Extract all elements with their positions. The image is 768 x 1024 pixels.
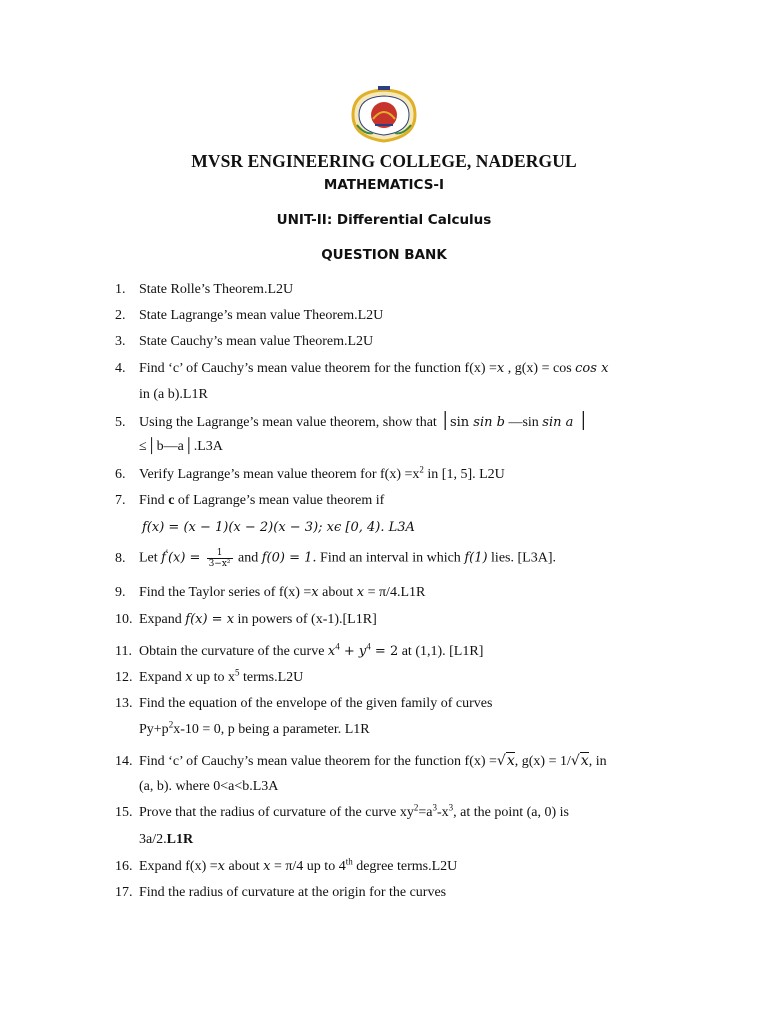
question-text: Find the Taylor series of f(x) = — [139, 585, 312, 600]
college-crest-icon — [345, 85, 423, 145]
question-text: Find ‘c’ of Cauchy’s mean value theorem for the function f(x) = — [139, 754, 497, 769]
question-text: , g(x) = cos — [504, 361, 576, 376]
question-item — [115, 359, 675, 379]
math-expr: x — [327, 644, 336, 659]
question-item — [115, 610, 675, 630]
question-text: =a — [418, 805, 433, 820]
sqrt-sign: √ — [496, 753, 506, 769]
math-expr: f — [161, 550, 166, 566]
question-text: , at the point (a, 0) is — [453, 805, 570, 820]
question-item — [115, 857, 675, 877]
abs-bar: │ — [573, 411, 589, 430]
math-expr: = 2 — [370, 644, 399, 659]
superscript: 3 — [448, 802, 454, 813]
question-item — [115, 491, 675, 511]
question-text: -x — [436, 805, 449, 820]
radicand: x — [506, 753, 515, 769]
question-text: Using the Lagrange’s mean value theorem, show that — [139, 415, 441, 430]
question-text: Expand f(x) = — [139, 859, 218, 874]
question-item — [115, 694, 675, 714]
superscript: 4 — [366, 641, 371, 652]
question-number: 5. — [115, 415, 126, 430]
question-text: in [1, 5]. L2U — [423, 467, 505, 482]
question-number: 15. — [115, 805, 133, 820]
math-expr: f(x) = x — [185, 612, 235, 627]
question-item — [115, 548, 675, 569]
fraction-denominator: 3−x² — [208, 559, 231, 569]
fraction — [207, 548, 233, 569]
question-item — [115, 411, 675, 433]
math-expr: x — [496, 361, 505, 376]
question-text: terms.L2U — [239, 670, 304, 685]
math-expr: x — [263, 859, 271, 874]
subject-title: MATHEMATICS-I — [323, 177, 445, 193]
question-text: in powers of (x-1).[L1R] — [234, 612, 377, 627]
question-text: , in — [588, 754, 607, 769]
question-continuation: ≤│b—a│.L3A — [139, 439, 223, 454]
question-continuation: in (a b).L1R — [139, 387, 208, 402]
question-text-bold: c — [168, 493, 175, 508]
college-name: MVSR ENGINEERING COLLEGE, NADERGUL — [191, 151, 577, 171]
question-text: x-10 = 0, p being a parameter. L1R — [173, 722, 370, 737]
question-text: up to x — [192, 670, 235, 685]
question-text: Prove that the radius of curvature of the curve xy — [139, 805, 414, 820]
superscript: 5 — [235, 667, 240, 678]
question-text-bold: L1R — [166, 832, 194, 847]
math-expr: cos x — [575, 361, 609, 376]
math-expr: x — [185, 670, 193, 685]
question-item — [115, 642, 675, 662]
question-text: Py+p — [139, 722, 169, 737]
math-expr: x — [217, 859, 225, 874]
fraction-numerator: 1 — [207, 548, 233, 559]
unit-title: UNIT-II: Differential Calculus — [276, 212, 492, 228]
question-item — [115, 668, 675, 688]
math-expr: x — [311, 585, 319, 600]
math-expr: + y — [339, 644, 367, 659]
math-expr: (x) = — [167, 550, 205, 566]
question-number: 9. — [115, 585, 126, 600]
question-text: —sin — [504, 415, 543, 430]
question-item — [115, 465, 675, 485]
question-text: = π/4 up to 4 — [270, 859, 346, 874]
superscript: 3 — [432, 802, 437, 813]
radicand: x — [580, 753, 589, 769]
question-item — [115, 583, 675, 603]
question-number: 16. — [115, 859, 133, 874]
sqrt-sign: √ — [570, 753, 580, 769]
question-text: about — [318, 585, 357, 600]
question-text: State Cauchy’s mean value Theorem.L2U — [139, 334, 374, 349]
question-text: Find the equation of the envelope of the given family of curves — [139, 696, 493, 711]
question-text: Obtain the curvature of the curve — [139, 644, 328, 659]
question-number: 7. — [115, 493, 126, 508]
question-bank-title: QUESTION BANK — [321, 247, 447, 263]
question-text: Let — [139, 550, 162, 566]
question-text: at (1,1). [L1R] — [398, 644, 484, 659]
question-text: Find ‘c’ of Cauchy’s mean value theorem for the function f(x) = — [139, 361, 497, 376]
question-text: = π/4.L1R — [364, 585, 426, 600]
math-expr: sin b — [473, 415, 505, 430]
question-number: 2. — [115, 308, 126, 323]
question-number: 10. — [115, 612, 133, 627]
superscript: 2 — [168, 719, 174, 730]
superscript: th — [345, 856, 353, 867]
question-item — [115, 751, 675, 772]
math-expr: f(1) — [464, 550, 488, 566]
question-item — [115, 803, 675, 823]
question-continuation — [139, 830, 193, 850]
question-item — [115, 883, 675, 903]
question-text: lies. [L3A]. — [487, 550, 556, 566]
question-number: 12. — [115, 670, 133, 685]
question-text: of Lagrange’s mean value theorem if — [174, 493, 385, 508]
question-text: Find an interval in which — [316, 550, 465, 566]
question-continuation — [139, 720, 370, 740]
question-number: 13. — [115, 696, 133, 711]
question-number: 17. — [115, 885, 133, 900]
question-text: Find — [139, 493, 169, 508]
question-text: Find the radius of curvature at the origin for the curves — [139, 885, 447, 900]
sqrt-expr — [497, 752, 515, 769]
question-text: about — [225, 859, 264, 874]
question-text: , g(x) = 1/ — [514, 754, 571, 769]
superscript: 2 — [413, 802, 419, 813]
question-text: Verify Lagrange’s mean value theorem for f(x) =x — [139, 467, 420, 482]
question-item — [115, 332, 675, 352]
question-continuation: (a, b). where 0<a<b.L3A — [139, 779, 279, 794]
question-number: 3. — [115, 334, 126, 349]
question-text: 3a/2. — [139, 832, 167, 847]
superscript: ′ — [165, 548, 168, 559]
question-number: 14. — [115, 754, 133, 769]
question-number: 1. — [115, 282, 126, 297]
question-number: 6. — [115, 467, 126, 482]
question-text: Expand — [139, 612, 186, 627]
question-number: 8. — [115, 550, 126, 566]
question-text: State Rolle’s Theorem.L2U — [139, 282, 294, 297]
math-expr: x — [356, 585, 365, 600]
question-text: State Lagrange’s mean value Theorem.L2U — [139, 308, 384, 323]
math-expr: sin a — [542, 415, 574, 430]
question-text: Expand — [139, 670, 186, 685]
math-expr: sin — [449, 415, 474, 430]
abs-bar: │ — [440, 411, 450, 430]
question-text: and — [234, 550, 262, 566]
question-continuation: f(x) = (x − 1)(x − 2)(x − 3); xϵ [0, 4). L3A — [142, 520, 415, 535]
question-item — [115, 280, 675, 300]
sqrt-expr — [571, 752, 589, 769]
superscript: 2 — [419, 464, 424, 475]
question-number: 11. — [115, 644, 132, 659]
superscript: 4 — [335, 641, 340, 652]
question-text: degree terms.L2U — [352, 859, 458, 874]
question-number: 4. — [115, 361, 126, 376]
question-item — [115, 306, 675, 326]
math-expr: f(0) = 1. — [261, 550, 317, 566]
